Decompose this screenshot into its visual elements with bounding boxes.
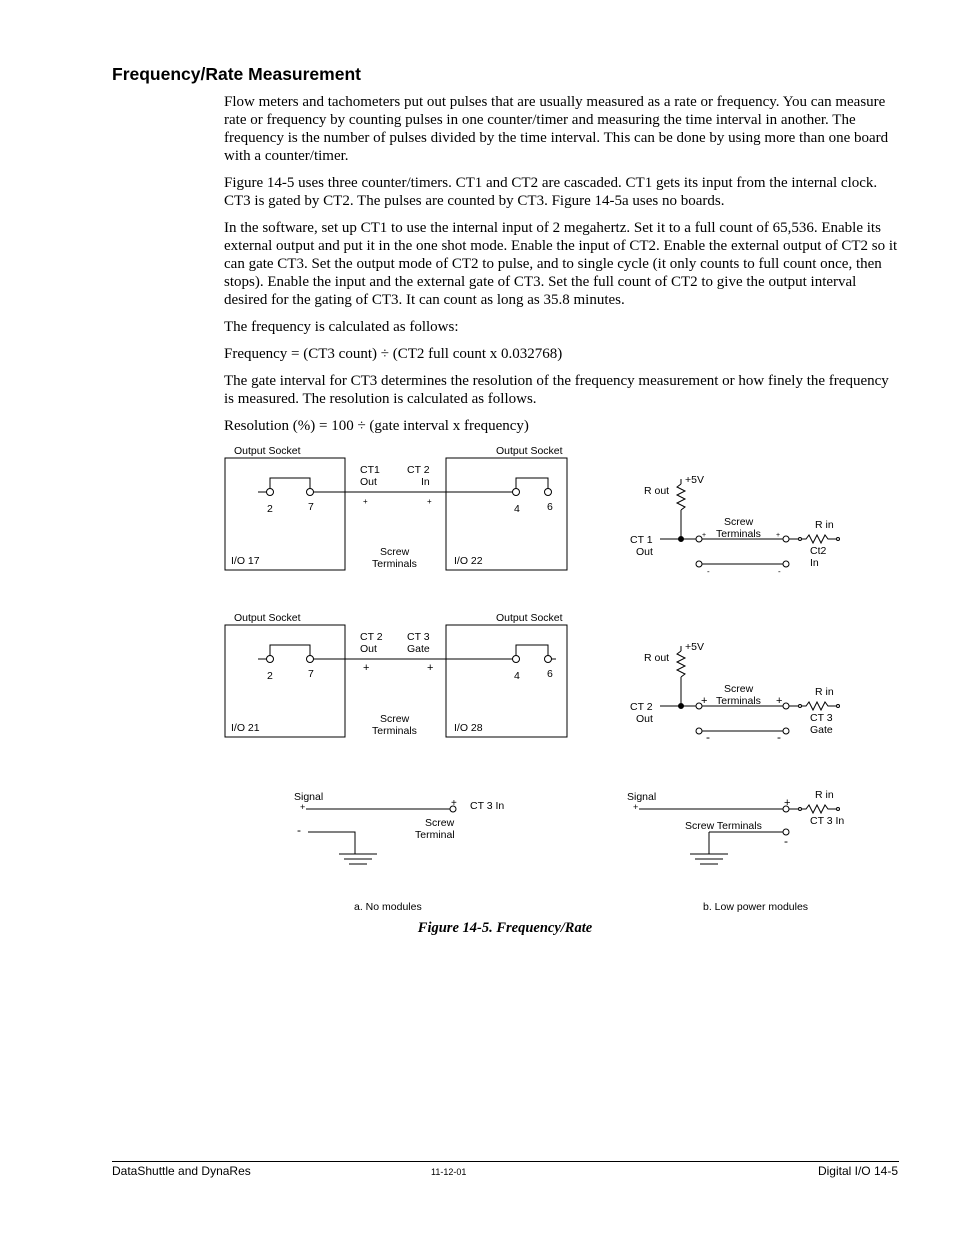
right1-rout: R out [644,485,670,497]
right1-plus-b: + [776,532,781,539]
row2-io-right: I/O 28 [454,722,483,734]
bottom-left-ct: CT 3 In [470,800,505,812]
row1-output-socket-right: Output Socket [496,445,563,457]
row1-left-module-box [225,458,345,570]
row1-pin-6: 6 [547,501,553,513]
row1-io-left: I/O 17 [231,555,260,567]
paragraph-intro: Flow meters and tachometers put out pulses that are usually measured as a rate or frequency. You can measure rate or frequency by counting pulses in one counter/timer and measuring the time interval in another. The frequency is the number of pulses divided by the time interval. This can be done by using more than one board with a counter/timer. [224,94,889,164]
row2-pin-2-terminal [267,656,274,663]
bottom-right-signal: Signal [627,791,657,803]
right2-dest: CT 3 [810,712,833,724]
row1-right-module-box [446,458,567,570]
right1-circuit [630,474,840,576]
row2-plus-a: + [363,662,370,674]
bottom-right-plus-b: + [784,797,791,809]
row2-screw-label-2: Terminals [372,725,417,737]
right2-vcc: +5V [685,641,704,653]
resolution-formula: Resolution (%) = 100 ÷ (gate interval x frequency) [224,418,529,434]
frequency-formula: Frequency = (CT3 count) ÷ (CT2 full count x 0.032768) [224,346,563,362]
right2-circuit [630,641,840,744]
row2-right-module-box [446,625,567,737]
right1-plus-a: + [702,532,707,539]
row1-wiring-diagram [225,445,567,570]
right1-dest: Ct2 [810,545,827,557]
row2-ct-b-label: CT 3 [407,631,430,643]
row1-plus-b: + [427,497,432,506]
bottom-left-signal: Signal [294,791,324,803]
right2-screw-1: Screw [724,683,754,695]
right2-dest-sub: Gate [810,724,833,736]
footer-divider [112,1161,899,1162]
row2-pin-7-terminal [307,656,314,663]
row2-pin-4: 4 [514,670,520,682]
right1-dest-sub: In [810,557,819,569]
footer-left: DataShuttle and DynaRes [112,1164,251,1178]
right2-ct-sub: Out [636,713,653,725]
row1-pin-2-terminal [267,489,274,496]
row2-left-module-box [225,625,345,737]
subcaption-b: b. Low power modules [703,901,809,913]
row1-output-socket-left: Output Socket [234,445,301,457]
row1-ct-a-label: CT1 [360,464,380,476]
row1-io-right: I/O 22 [454,555,483,567]
row2-wiring-diagram [225,612,567,737]
right2-minus-a: - [706,730,710,744]
row2-screw-label-1: Screw [380,713,410,725]
right2-plus-a: + [701,695,708,707]
row1-pin-6-terminal [545,489,552,496]
row2-pin-6: 6 [547,668,553,680]
bottom-left-screw-2: Terminal [415,829,455,841]
bottom-right-circuit [627,789,844,913]
figure-caption: Figure 14-5. Frequency/Rate [417,920,593,936]
bottom-right-plus-a: + [633,802,639,812]
row2-pin-4-terminal [513,656,520,663]
row2-ct-b-sub: Gate [407,643,430,655]
right2-screw-2: Terminals [716,695,761,707]
right1-minus-a: - [707,567,710,576]
row2-pin-6-terminal [545,656,552,663]
right1-rin-resistor [802,535,836,543]
right2-rin-resistor [802,702,836,710]
row2-pin-7: 7 [308,668,314,680]
subcaption-a: a. No modules [354,901,422,913]
bottom-left-circuit [294,791,504,913]
section-heading: Frequency/Rate Measurement [112,64,361,84]
row2-ct-a-label: CT 2 [360,631,383,643]
bottom-left-screw-1: Screw [425,817,455,829]
right2-plus-b: + [776,695,783,707]
row1-pin-2: 2 [267,503,273,515]
row2-ct-a-sub: Out [360,643,377,655]
row2-output-socket-right: Output Socket [496,612,563,624]
right2-minus-b: - [777,730,781,744]
row1-pin-7: 7 [308,501,314,513]
right1-minus-b: - [778,567,781,576]
right2-ct: CT 2 [630,701,653,713]
row1-pin-4: 4 [514,503,520,515]
bottom-right-minus: - [784,834,788,848]
paragraph-resolution-intro: The gate interval for CT3 determines the resolution of the frequency measurement or how finely the frequency is measured. The resolution is calculated as follows. [224,373,889,407]
paragraph-frequency-intro: The frequency is calculated as follows: [224,319,459,335]
row1-pin-7-terminal [307,489,314,496]
right1-screw-2: Terminals [716,528,761,540]
right1-ct: CT 1 [630,534,653,546]
bottom-right-screw: Screw Terminals [685,820,762,832]
right1-rin: R in [815,519,834,531]
right1-ct-sub: Out [636,546,653,558]
paragraph-figure-description: Figure 14-5 uses three counter/timers. CT1 and CT2 are cascaded. CT1 gets its input from the internal clock. CT3 is gated by CT2. The pulses are counted by CT3. Figure 14-5a uses no boards. [224,175,878,209]
row1-ct-b-label: CT 2 [407,464,430,476]
right2-rout-resistor [677,651,685,677]
bottom-right-rin: R in [815,789,834,801]
row2-output-socket-left: Output Socket [234,612,301,624]
row1-plus-a: + [363,497,368,506]
row1-ct-a-sub: Out [360,476,377,488]
row1-pin-4-terminal [513,489,520,496]
bottom-left-plus-b: + [451,798,457,809]
bottom-left-plus-a: + [300,802,306,812]
right1-vcc: +5V [685,474,704,486]
row2-pin-2: 2 [267,670,273,682]
row1-ct-b-sub: In [421,476,430,488]
row2-plus-b: + [427,662,434,674]
right2-rout: R out [644,652,670,664]
row1-screw-label-1: Screw [380,546,410,558]
footer-page: Digital I/O 14-5 [817,1164,898,1178]
row1-screw-label-2: Terminals [372,558,417,570]
paragraph-software-setup: In the software, set up CT1 to use the internal input of 2 megahertz. Set it to a full count of 65,536. Enable its external output and put it in the one shot mode. Enable the input of CT2. Enable the external output of CT2 so it can gate CT3. Set the output mode of CT2 to pulse, and to single cycle (it only counts to full count once, then stops). Enable the input and the external gate of CT3. Set the full count of CT2 to give the output interval desired for the gating of CT3. It can count as long as 35.8 minutes. [224,220,898,308]
right2-rin: R in [815,686,834,698]
right1-screw-1: Screw [724,516,754,528]
bottom-right-ct: CT 3 In [810,815,845,827]
right1-rout-resistor [677,484,685,510]
bottom-right-rin-resistor [802,805,836,813]
bottom-left-minus: - [297,823,301,837]
row2-io-left: I/O 21 [231,722,260,734]
footer-date: 11-12-01 [431,1167,467,1177]
